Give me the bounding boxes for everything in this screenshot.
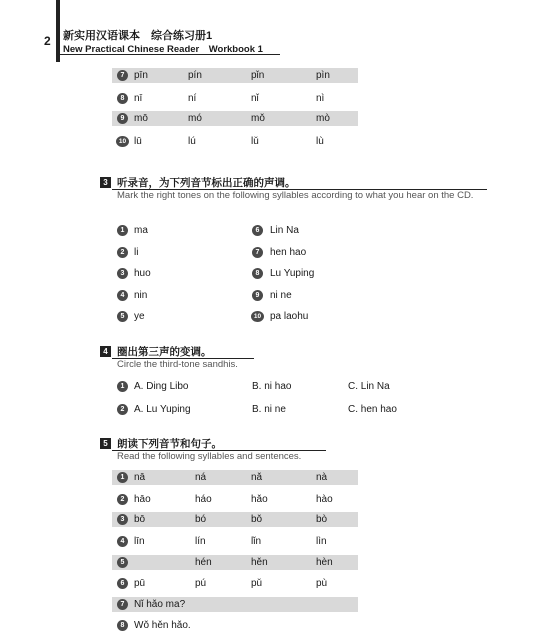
syllable: ni ne — [270, 290, 292, 301]
syllable: lù — [316, 136, 324, 147]
section-title-english: Mark the right tones on the following syllables according to what you hear on the CD. — [117, 190, 474, 201]
item-number: 4 — [117, 290, 128, 301]
item-number: 3 — [117, 514, 128, 525]
syllable: ní — [188, 93, 197, 104]
sentence: Wǒ hěn hǎo. — [134, 620, 191, 631]
syllable: nì — [316, 93, 325, 104]
syllable: bǒ — [251, 514, 263, 525]
item-number: 6 — [252, 225, 263, 236]
item-number: 2 — [117, 404, 128, 415]
syllable: nǐ — [251, 93, 259, 104]
syllable: Lin Na — [270, 225, 299, 236]
syllable: nī — [134, 93, 143, 104]
syllable: bó — [195, 514, 207, 525]
syllable: pǔ — [251, 578, 263, 589]
item-number: 9 — [117, 113, 128, 124]
syllable: hǎo — [251, 494, 268, 505]
syllable: lìn — [316, 536, 327, 547]
choice-a: A. Ding Libo — [134, 381, 189, 392]
syllable: nin — [134, 290, 148, 301]
item-number: 4 — [117, 536, 128, 547]
book-title-english: New Practical Chinese Reader Workbook 1 — [63, 44, 263, 55]
syllable: pū — [134, 578, 146, 589]
syllable: mō — [134, 113, 148, 124]
section-number-badge: 3 — [100, 177, 111, 188]
section-title-chinese: 听录音，为下列音节标出正确的声调。 — [117, 177, 296, 189]
choice-b: B. ni hao — [252, 381, 292, 392]
item-number: 2 — [117, 247, 128, 258]
choice-b: B. ni ne — [252, 404, 286, 415]
syllable: lín — [195, 536, 206, 547]
item-number: 8 — [117, 93, 128, 104]
choice-c: C. Lin Na — [348, 381, 390, 392]
syllable: huo — [134, 268, 151, 279]
section-title-chinese: 圈出第三声的变调。 — [117, 346, 212, 358]
item-number: 10 — [116, 136, 129, 147]
syllable: pú — [195, 578, 207, 589]
item-number: 1 — [117, 472, 128, 483]
section-title-chinese: 朗读下列音节和句子。 — [117, 438, 222, 450]
section-number-badge: 4 — [100, 346, 111, 357]
item-number: 1 — [117, 225, 128, 236]
section-title-english: Circle the third-tone sandhis. — [117, 359, 238, 370]
syllable: mò — [316, 113, 330, 124]
syllable: lū — [134, 136, 142, 147]
syllable: mǒ — [251, 113, 265, 124]
syllable: háo — [195, 494, 212, 505]
syllable: nà — [316, 472, 328, 483]
syllable: bò — [316, 514, 328, 525]
sentence: Nǐ hǎo ma? — [134, 599, 186, 610]
item-number: 5 — [117, 311, 128, 322]
section-number-badge: 5 — [100, 438, 111, 449]
syllable: hén — [195, 557, 212, 568]
syllable: ye — [134, 311, 145, 322]
syllable: pǐn — [251, 70, 265, 81]
syllable: pīn — [134, 70, 148, 81]
syllable: hèn — [316, 557, 333, 568]
item-number: 7 — [117, 599, 128, 610]
header-vertical-rule — [56, 0, 60, 62]
choice-c: C. hen hao — [348, 404, 397, 415]
syllable: līn — [134, 536, 145, 547]
book-title-chinese: 新实用汉语课本 综合练习册1 — [63, 30, 213, 42]
syllable: mó — [188, 113, 202, 124]
syllable: pù — [316, 578, 328, 589]
syllable: pa laohu — [270, 311, 309, 322]
choice-a: A. Lu Yuping — [134, 404, 191, 415]
syllable: li — [134, 247, 139, 258]
syllable: lú — [188, 136, 196, 147]
item-number: 8 — [252, 268, 263, 279]
syllable: nā — [134, 472, 146, 483]
item-number: 7 — [252, 247, 263, 258]
syllable: lǔ — [251, 136, 259, 147]
item-number: 10 — [251, 311, 264, 322]
syllable: ma — [134, 225, 148, 236]
item-number: 2 — [117, 494, 128, 505]
syllable: pín — [188, 70, 202, 81]
syllable: nǎ — [251, 472, 263, 483]
syllable: hào — [316, 494, 333, 505]
item-number: 7 — [117, 70, 128, 81]
page-number: 2 — [44, 34, 51, 48]
syllable: bō — [134, 514, 146, 525]
syllable: lǐn — [251, 536, 262, 547]
syllable: pìn — [316, 70, 330, 81]
item-number: 9 — [252, 290, 263, 301]
syllable: hāo — [134, 494, 151, 505]
syllable: hen hao — [270, 247, 307, 258]
syllable: ná — [195, 472, 207, 483]
item-number: 5 — [117, 557, 128, 568]
item-number: 8 — [117, 620, 128, 631]
item-number: 1 — [117, 381, 128, 392]
section-title-english: Read the following syllables and sentences. — [117, 451, 302, 462]
item-number: 3 — [117, 268, 128, 279]
syllable: Lu Yuping — [270, 268, 315, 279]
syllable: hěn — [251, 557, 268, 568]
item-number: 6 — [117, 578, 128, 589]
